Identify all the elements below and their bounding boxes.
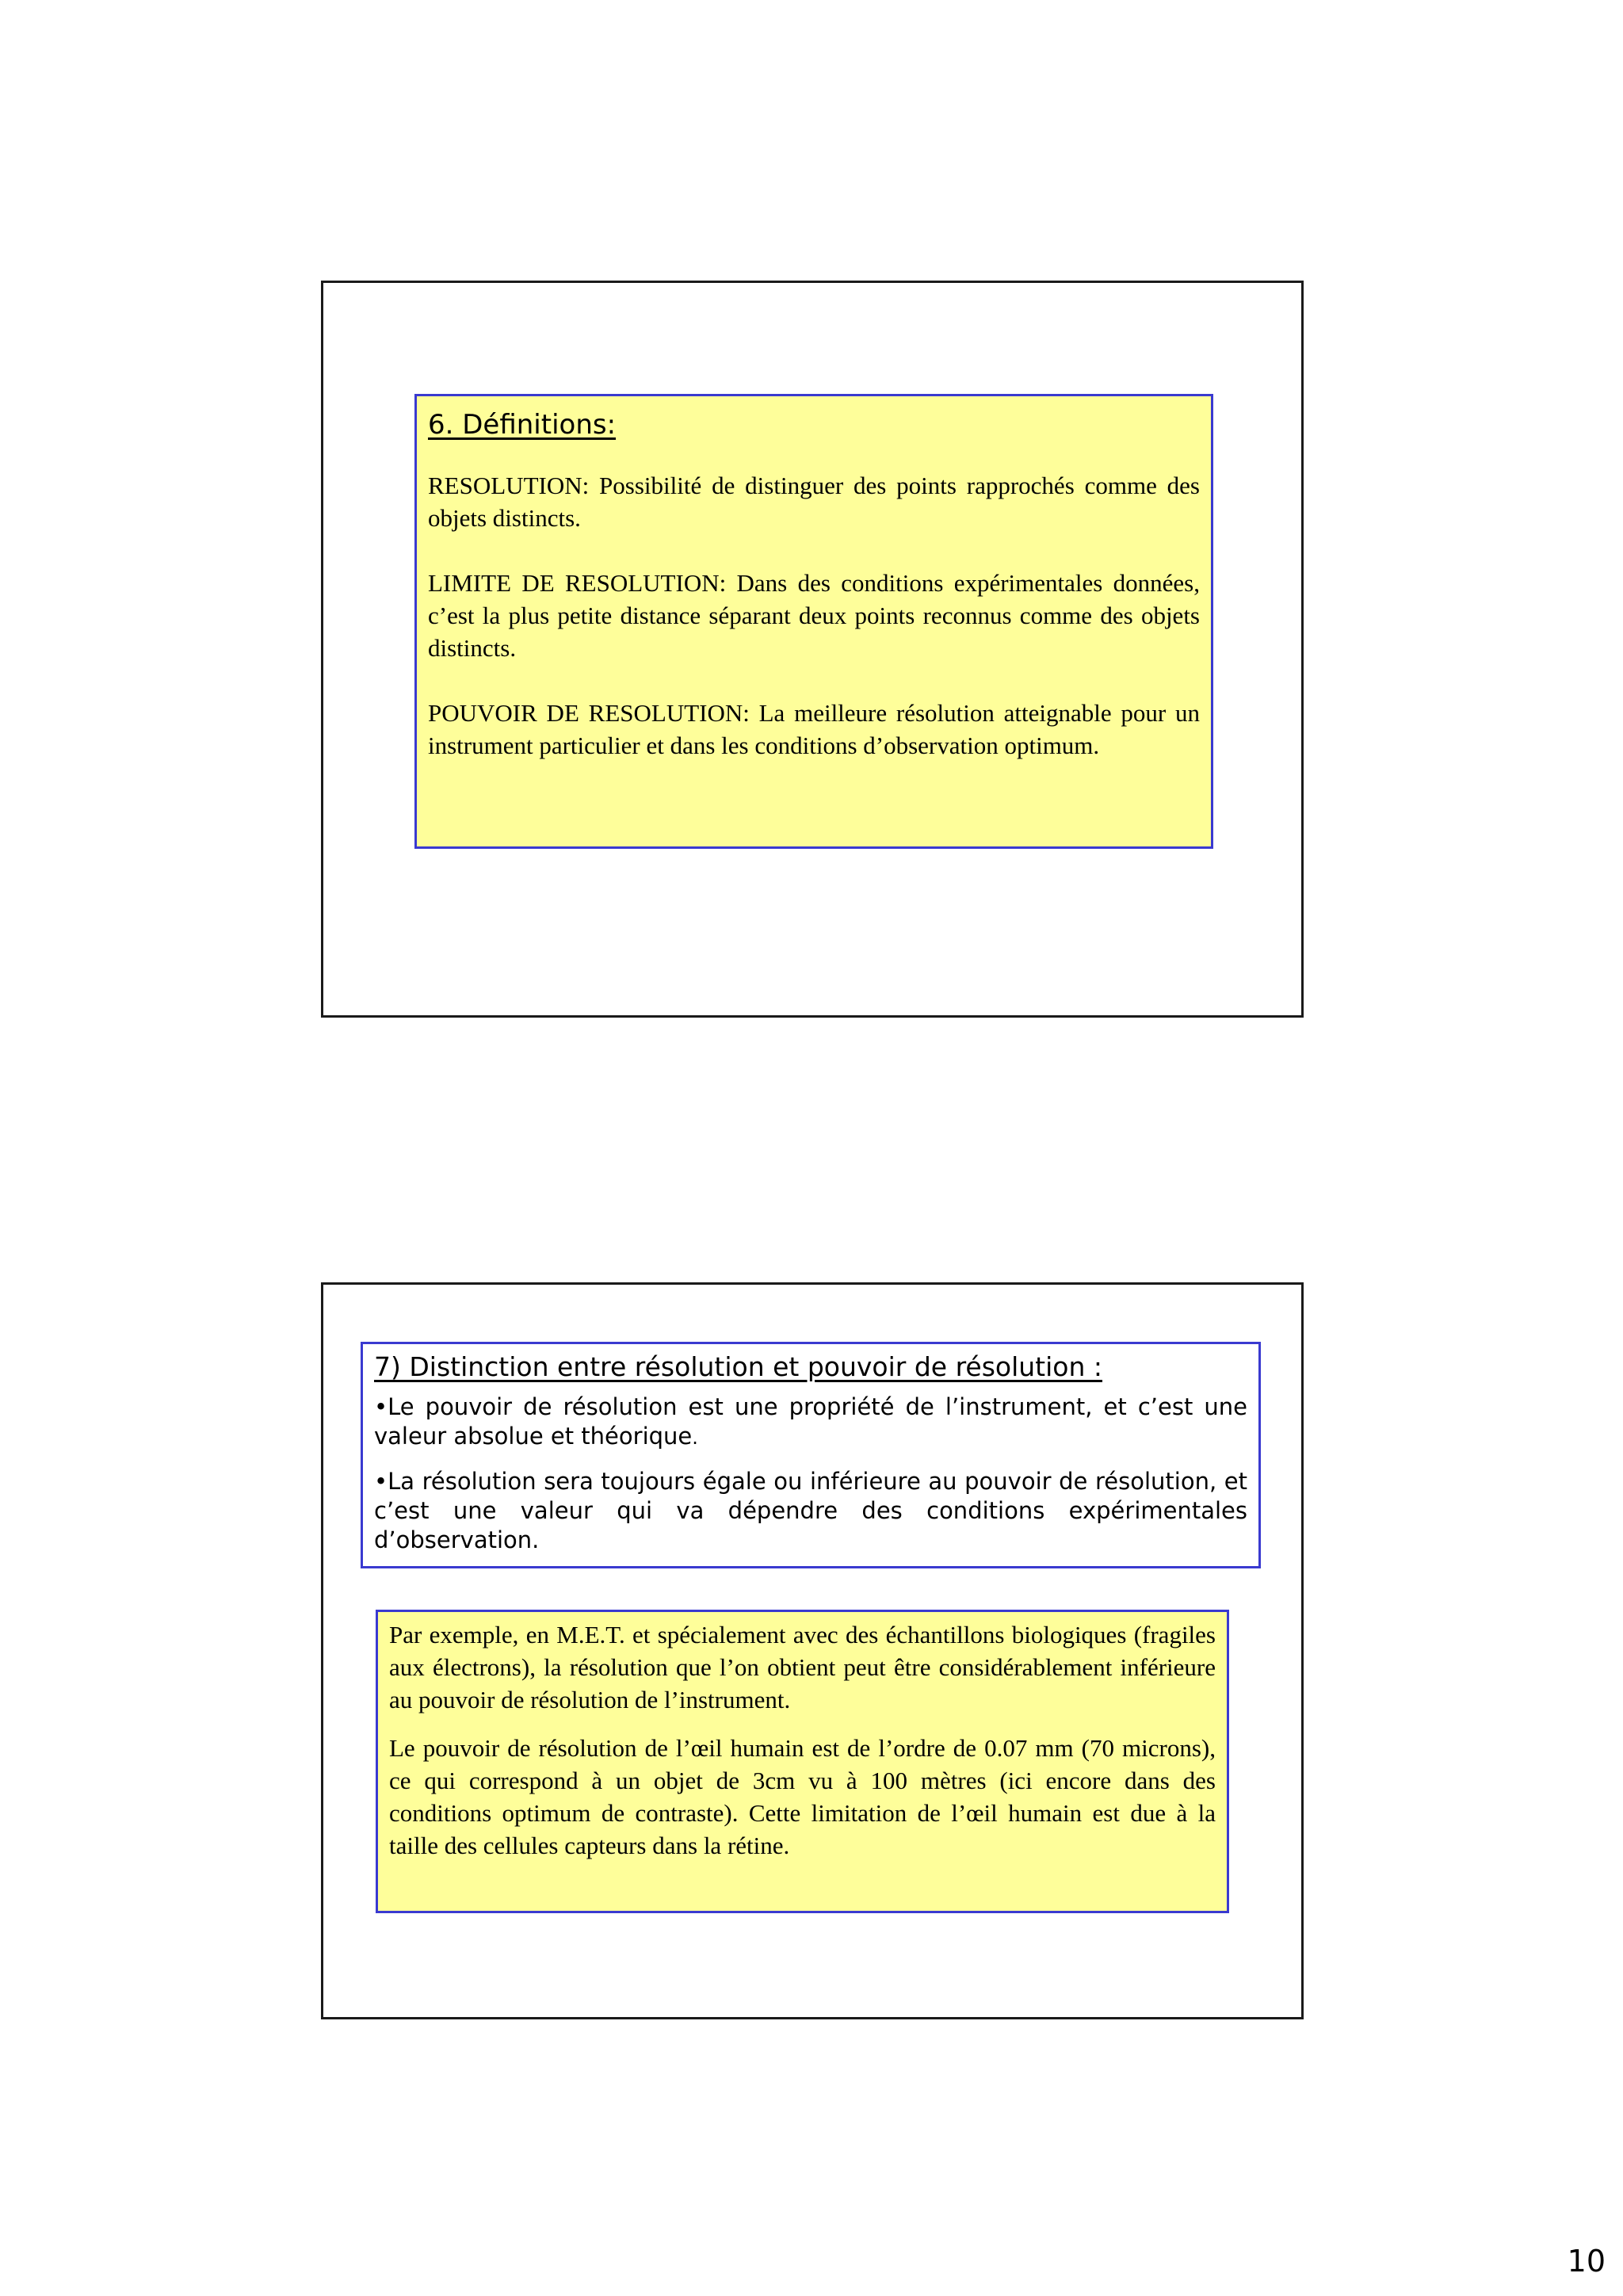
slide-definitions [321,281,1304,1018]
definitions-title: 6. Définitions: [428,409,617,441]
bullet-end: . [692,1427,698,1450]
example-met-paragraph: Par exemple, en M.E.T. et spécialement avec des échantillons biologiques (fragiles aux électrons), la résolution que l’on obtient peut être considérablement inférieure au pouvoir de résolution de l’instrument. [389,1621,1216,1713]
definition-resolution-limit: LIMITE DE RESOLUTION: Dans des conditions expérimentales données, c’est la plus petite distance séparant deux points reconnus comme des objets distincts. [428,569,1200,663]
definition-resolution: RESOLUTION: Possibilité de distinguer des points rapprochés comme des objets distincts. [428,472,1200,533]
bullet-text: •La résolution sera toujours égale ou inférieure au pouvoir de résolution, et c’est une valeur qui va dépendre des conditions expérimentales d’observation [374,1468,1247,1554]
distinction-bullet [374,1392,1247,1453]
example-eye-paragraph: Le pouvoir de résolution de l’œil humain est de l’ordre de 0.07 mm (70 microns), ce qui correspond à un objet de 3cm vu à 100 mètres (ici encore dans des conditions optimum de contraste). Cette limitation de l’œil humain est due à la taille des cellules capteurs dans la rétine. [389,1734,1216,1859]
distinction-bullet [374,1467,1247,1555]
distinction-title: 7) Distinction entre résolution et pouvoir de résolution : [374,1351,1103,1382]
example-box [376,1610,1229,1913]
slide-distinction [321,1282,1304,2019]
page-number: 10 [1567,2244,1606,2279]
bullet-text: •Le pouvoir de résolution est une propriété de l’instrument, et c’est une valeur absolue et théorique [374,1393,1247,1450]
bullet-end: . [532,1526,540,1554]
definitions-box [414,394,1213,849]
distinction-box [361,1342,1261,1568]
definition-resolving-power: POUVOIR DE RESOLUTION: La meilleure résolution atteignable pour un instrument particulier et dans les conditions d’observation optimum. [428,699,1200,760]
